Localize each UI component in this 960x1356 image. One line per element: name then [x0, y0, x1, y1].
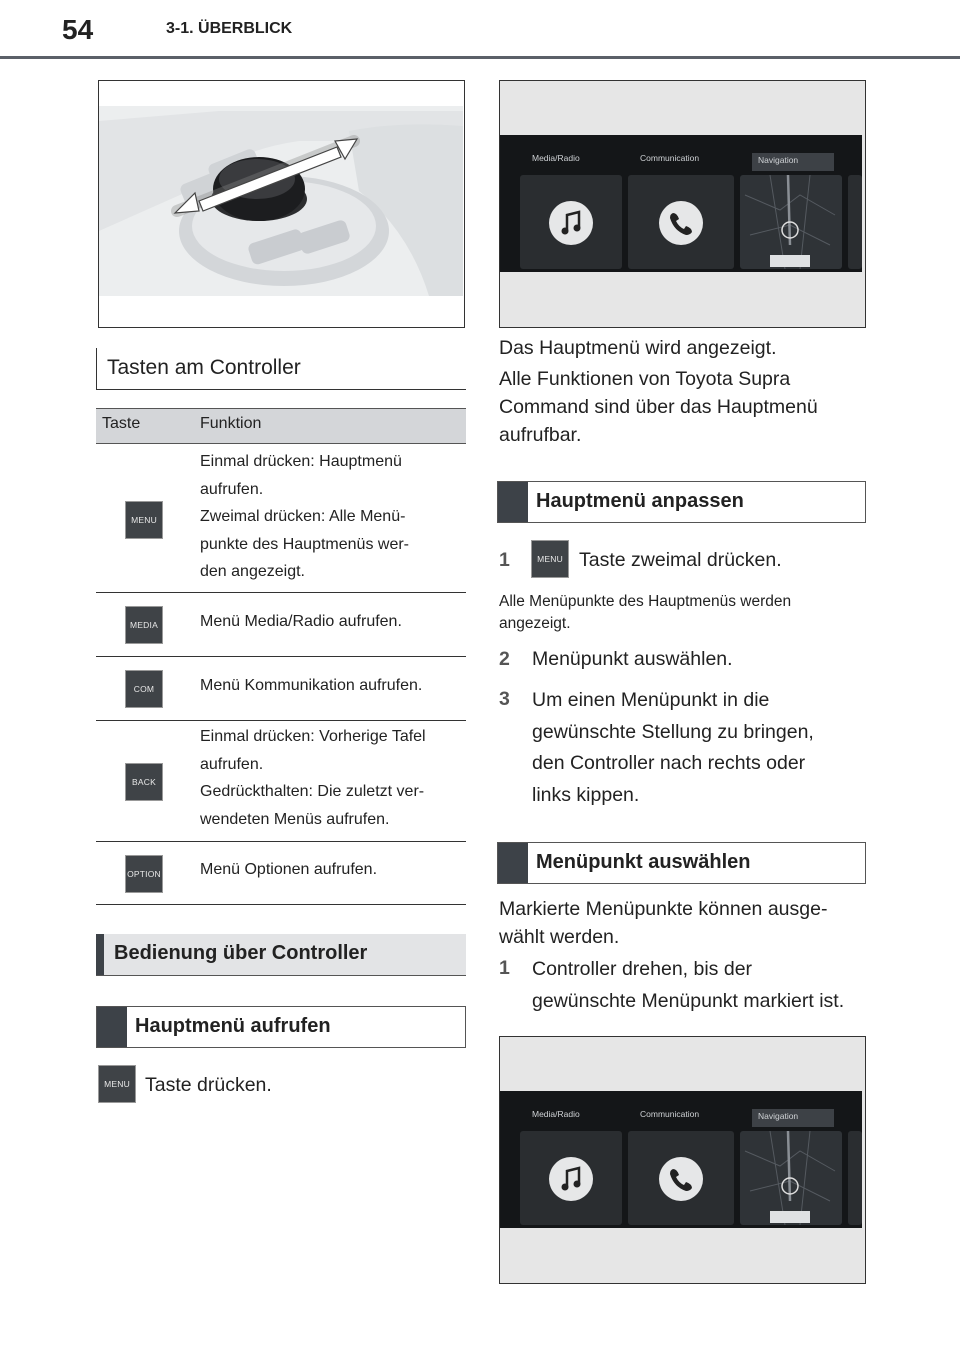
desc-line: den angezeigt.	[200, 563, 305, 580]
main-menu-screenshot-2	[499, 1036, 866, 1284]
com-key-icon: COM	[125, 670, 163, 708]
paragraph-selectable	[499, 895, 827, 951]
heading-select	[497, 842, 866, 884]
text-line: angezeigt.	[499, 615, 571, 632]
table-row	[96, 842, 466, 905]
heading-customize	[497, 481, 866, 523]
media-tile	[520, 1131, 622, 1225]
desc-line: aufrufen.	[200, 480, 264, 498]
press-instruction: Taste drücken.	[145, 1074, 272, 1096]
page-number: 54	[62, 14, 94, 45]
next-tile-edge	[848, 1131, 862, 1225]
step-number: 2	[499, 648, 510, 670]
text-line: aufrufbar.	[499, 424, 582, 446]
row-description: Menü Optionen aufrufen.	[200, 861, 378, 878]
table-row	[96, 444, 466, 593]
row-description	[200, 723, 426, 833]
communication-tile	[628, 1131, 734, 1225]
table-title: Tasten am Controller	[107, 356, 301, 379]
tab-label: Navigation	[758, 1111, 799, 1121]
heading-text: Hauptmenü anpassen	[536, 490, 744, 512]
paragraph-mainmenu-shown: Das Hauptmenü wird angezeigt.	[499, 337, 777, 359]
tab-label: Communication	[640, 1109, 700, 1119]
heading-bar	[498, 843, 528, 883]
section-title: 3-1. ÜBERBLICK	[166, 20, 293, 37]
row-description	[200, 448, 409, 586]
text-line: Alle Funktionen von Toyota Supra	[499, 368, 791, 390]
table-row	[96, 721, 466, 842]
menu-key-icon: MENU	[125, 501, 163, 539]
heading-operation	[96, 934, 466, 976]
text-line: gewünschte Menüpunkt markiert ist.	[532, 989, 845, 1012]
main-menu-screenshot	[499, 80, 866, 328]
controller-drawing	[99, 81, 463, 326]
row-description: Menü Media/Radio aufrufen.	[200, 613, 402, 630]
navigation-tile	[740, 1131, 842, 1225]
heading-text: Bedienung über Controller	[114, 942, 368, 964]
row-description: Menü Kommunikation aufrufen.	[200, 677, 423, 694]
display-screen	[500, 1091, 862, 1228]
map-graphic	[740, 175, 842, 269]
tab-label: Communication	[640, 153, 700, 163]
text-line: Command sind über das Hauptmenü	[499, 396, 818, 418]
text-line: Um einen Menüpunkt in die	[532, 689, 770, 711]
music-note-icon	[549, 201, 593, 245]
heading-text: Menüpunkt auswählen	[536, 851, 751, 873]
heading-mainmenu	[96, 1006, 466, 1048]
desc-line: aufrufen.	[200, 755, 264, 773]
step-text	[532, 954, 844, 1017]
heading-bar	[96, 934, 104, 975]
heading-bar	[97, 1007, 127, 1047]
communication-tile	[628, 175, 734, 269]
step-text	[532, 685, 814, 811]
controller-illustration	[98, 80, 465, 328]
table-title-box	[96, 348, 466, 390]
column-function: Funktion	[200, 415, 262, 432]
tab-media-radio	[532, 153, 580, 171]
next-tile-edge	[848, 175, 862, 269]
desc-line: Zweimal drücken: Alle Menü-	[200, 508, 406, 525]
text-line: gewünschte Stellung zu bringen,	[532, 720, 814, 743]
step-number: 3	[499, 688, 510, 710]
heading-bar	[498, 482, 528, 522]
tab-media-radio	[532, 1109, 580, 1127]
tab-navigation	[752, 153, 834, 171]
desc-line: punkte des Hauptmenüs wer-	[200, 535, 409, 553]
desc-line: wendeten Menüs aufrufen.	[200, 810, 390, 828]
media-key-icon: MEDIA	[125, 606, 163, 644]
desc-line: Einmal drücken: Vorherige Tafel	[200, 728, 426, 745]
desc-line: Gedrückthalten: Die zuletzt ver-	[200, 783, 425, 800]
step-text: Menüpunkt auswählen.	[532, 648, 733, 670]
tab-label: Media/Radio	[532, 153, 580, 163]
paragraph-functions	[499, 365, 818, 449]
text-line: Markierte Menüpunkte können ausge-	[499, 898, 828, 920]
navigation-tile	[740, 175, 842, 269]
tab-communication	[640, 153, 699, 171]
tab-communication	[640, 1109, 699, 1127]
text-line: den Controller nach rechts oder	[532, 752, 806, 774]
text-line: Alle Menüpunkte des Hauptmenüs werden	[499, 593, 792, 610]
column-key: Taste	[102, 415, 141, 432]
menu-key-icon: MENU	[531, 540, 569, 578]
display-screen	[500, 135, 862, 272]
tab-label: Navigation	[758, 155, 799, 165]
table-header	[96, 408, 466, 444]
note-text	[499, 591, 791, 635]
step-text: Taste zweimal drücken.	[579, 549, 782, 571]
phone-icon	[659, 201, 703, 245]
back-key-icon: BACK	[125, 763, 163, 801]
tab-navigation	[752, 1109, 834, 1127]
step-number: 1	[499, 549, 510, 571]
phone-icon	[659, 1157, 703, 1201]
text-line: links kippen.	[532, 783, 640, 806]
text-line: wählt werden.	[499, 926, 620, 948]
text-line: Controller drehen, bis der	[532, 958, 753, 980]
menu-key-icon: MENU	[98, 1065, 136, 1103]
media-tile	[520, 175, 622, 269]
option-key-icon: OPTION	[125, 855, 163, 893]
music-note-icon	[549, 1157, 593, 1201]
desc-line: Einmal drücken: Hauptmenü	[200, 453, 402, 470]
tab-label: Media/Radio	[532, 1109, 580, 1119]
table-row	[96, 593, 466, 657]
step-number: 1	[499, 957, 510, 979]
heading-text: Hauptmenü aufrufen	[135, 1015, 331, 1037]
header-rule	[0, 56, 960, 59]
map-graphic	[740, 1131, 842, 1225]
table-row	[96, 657, 466, 721]
